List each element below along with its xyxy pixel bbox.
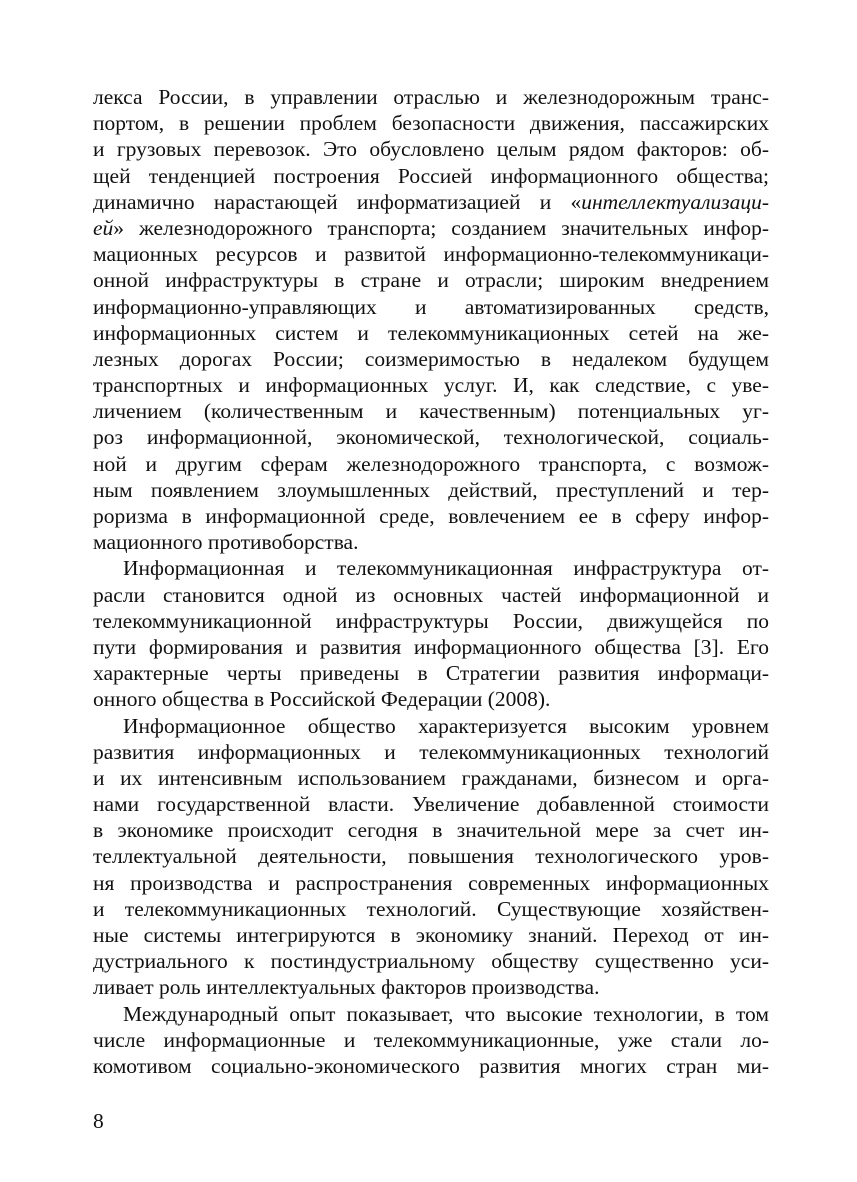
text-line — [93, 372, 769, 398]
text-segment: лекса России, в управлении отраслью и железнодорожным транс- — [93, 85, 769, 109]
text-line — [93, 1053, 769, 1079]
text-segment: Информационное общество характеризуется высоким уровнем — [123, 713, 769, 738]
text-line — [93, 634, 769, 660]
text-segment: числе информационные и телекоммуникационные, уже стали ло- — [93, 1027, 769, 1052]
text-line — [93, 896, 769, 922]
page-number: 8 — [93, 1109, 104, 1133]
text-segment: портом, в решении проблем безопасности движения, пассажирских — [93, 111, 769, 136]
text-segment: информационных систем и телекоммуникационных сетей на же- — [93, 320, 769, 345]
text-line — [93, 424, 769, 450]
text-line — [93, 189, 769, 215]
paragraph — [93, 1001, 769, 1080]
text-segment: ные системы интегрируются в экономику знаний. Переход от ин- — [93, 923, 769, 947]
text-segment: и их интенсивным использованием гражданами, бизнесом и орга- — [93, 765, 769, 790]
italic-text-segment: интеллектуализаци- — [581, 189, 769, 214]
text-line — [93, 582, 769, 608]
text-line — [93, 320, 769, 346]
text-line — [93, 84, 769, 110]
text-segment: телекоммуникационной инфраструктуры России, движущейся по — [93, 608, 769, 633]
text-segment: расли становится одной из основных частей информационной и — [93, 582, 769, 607]
text-segment: и грузовых перевозок. Это обусловлено целым рядом факторов: об- — [93, 137, 769, 162]
text-segment: ливает роль интеллектуальных факторов производства. — [93, 975, 600, 1000]
paragraph — [93, 84, 769, 555]
paragraph — [93, 713, 769, 1001]
text-segment: транспортных и информационных услуг. И, как следствие, с уве- — [93, 373, 769, 398]
text-segment: мационных ресурсов и развитой информационно-телекоммуникаци- — [93, 242, 769, 267]
text-segment: дустриального к постиндустриальному обществу существенно уси- — [93, 949, 769, 974]
text-line — [93, 791, 769, 817]
text-segment: характерные черты приведены в Стратегии развития информаци- — [93, 661, 769, 686]
text-line — [93, 241, 769, 267]
text-line — [93, 1027, 769, 1053]
text-segment: динамично нарастающей информатизацией и « — [93, 189, 582, 214]
italic-text-segment: ей — [93, 215, 114, 240]
text-line — [93, 713, 769, 739]
text-segment: пути формирования и развития информационного общества [3]. Его — [93, 634, 769, 659]
text-segment: развития информационных и телекоммуникационных технологий — [93, 739, 769, 764]
text-segment: ня производства и распространения современных информационных — [93, 870, 769, 895]
text-line — [93, 739, 769, 765]
text-line — [93, 163, 769, 189]
text-line — [93, 843, 769, 869]
text-segment: мационного противоборства. — [93, 530, 359, 555]
text-line — [93, 529, 769, 555]
text-segment: в экономике происходит сегодня в значительной мере за счет ин- — [93, 818, 769, 843]
page-body — [93, 84, 769, 1079]
text-line — [93, 267, 769, 293]
text-segment: комотивом социально-экономического развития многих стран ми- — [93, 1053, 769, 1078]
text-segment: онной инфраструктуры в стране и отрасли; широким внедрением — [93, 268, 769, 293]
text-line — [93, 555, 769, 581]
text-line — [93, 922, 769, 948]
text-line — [93, 110, 769, 136]
text-line — [93, 215, 769, 241]
paragraph — [93, 555, 769, 712]
text-segment: теллектуальной деятельности, повышения технологического уров- — [93, 844, 769, 869]
text-line — [93, 503, 769, 529]
text-line — [93, 608, 769, 634]
text-line — [93, 948, 769, 974]
text-line — [93, 817, 769, 843]
text-segment: Международный опыт показывает, что высокие технологии, в том — [123, 1001, 769, 1026]
text-line — [93, 974, 769, 1000]
text-line — [93, 870, 769, 896]
text-line — [93, 1001, 769, 1027]
text-segment: информационно-управляющих и автоматизированных средств, — [93, 294, 769, 319]
text-segment: личением (количественным и качественным) потенциальных уг- — [93, 399, 769, 424]
text-segment: ным появлением злоумышленных действий, преступлений и тер- — [93, 477, 769, 502]
text-line — [93, 660, 769, 686]
text-segment: ной и другим сферам железнодорожного транспорта, с возмож- — [93, 451, 769, 476]
text-line — [93, 136, 769, 162]
text-line — [93, 346, 769, 372]
text-line — [93, 686, 769, 712]
text-segment: онного общества в Российской Федерации (2008). — [93, 687, 551, 712]
text-line — [93, 765, 769, 791]
text-line — [93, 398, 769, 424]
text-segment: и телекоммуникационных технологий. Существующие хозяйствен- — [93, 896, 769, 921]
text-segment: лезных дорогах России; соизмеримостью в недалеком будущем — [93, 346, 769, 371]
text-segment: щей тенденцией построения Россией информационного общества; — [93, 163, 769, 188]
text-line — [93, 477, 769, 503]
text-segment: роз информационной, экономической, технологической, социаль- — [93, 425, 769, 450]
text-segment: Информационная и телекоммуникационная инфраструктура от- — [123, 556, 769, 581]
text-line — [93, 294, 769, 320]
text-segment: нами государственной власти. Увеличение добавленной стоимости — [93, 792, 769, 817]
text-line — [93, 451, 769, 477]
text-segment: » железнодорожного транспорта; созданием значительных инфор- — [113, 215, 769, 240]
text-segment: роризма в информационной среде, вовлечением ее в сферу инфор- — [93, 504, 769, 528]
